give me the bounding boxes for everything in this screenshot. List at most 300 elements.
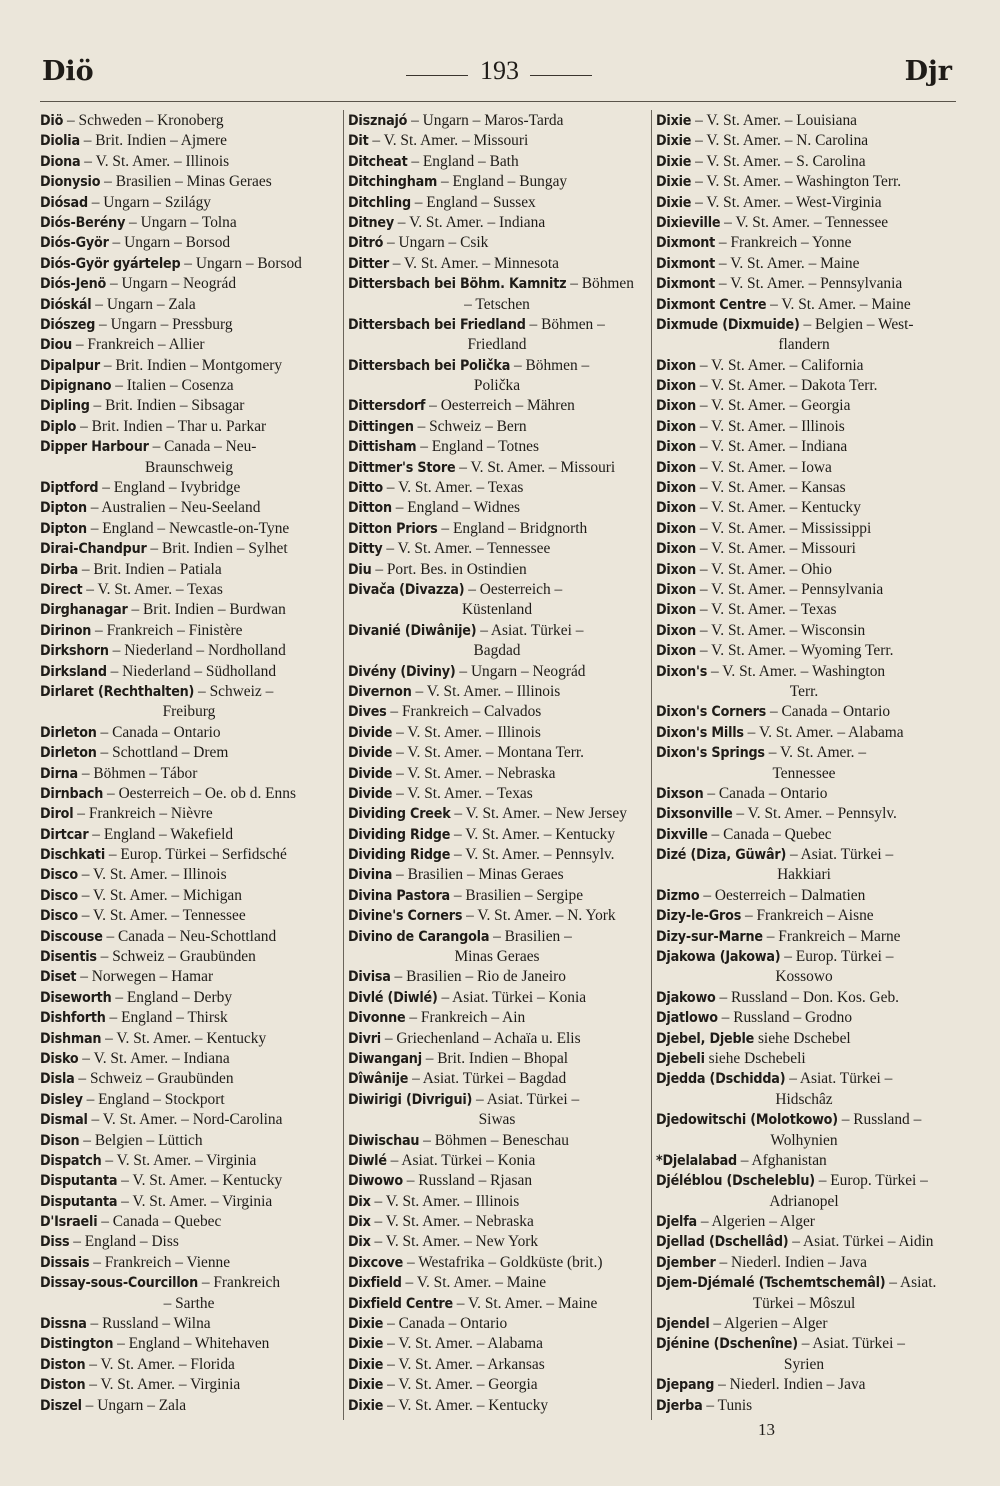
place-name: Djatlowo [656,1010,718,1027]
gazetteer-entry [656,1212,952,1232]
place-location: – England – Bridgnorth [437,519,588,537]
place-location: – V. St. Amer. – Nebraska [370,1213,534,1231]
gazetteer-entry [656,1334,952,1354]
page-number: 193 [480,56,519,85]
place-location: – Asiat. Türkei – Konia [437,988,587,1006]
place-location: – V. St. Amer. – Kansas [696,479,846,497]
place-location: – Europ. Türkei – [814,1172,928,1190]
place-name: Dixie [656,133,692,150]
gazetteer-entry [40,906,338,926]
gazetteer-entry [40,376,338,396]
gazetteer-entry [40,560,338,580]
place-location: – V. St. Amer. – N. Carolina [691,132,869,150]
entry-continuation: Freiburg [162,703,216,721]
place-name: Disznajó [348,113,408,129]
place-name: Diós-Györ gyártelep [40,255,181,272]
gazetteer-entry [656,1151,952,1171]
place-name: Dixie [348,1336,384,1353]
gazetteer-entry [656,845,952,865]
gazetteer-entry [40,1131,338,1151]
gazetteer-entry [40,356,338,376]
gazetteer-entry [348,478,646,498]
place-name: Ditter [348,255,389,272]
place-name: Dix [348,1214,371,1231]
place-name: Divlé (Diwlé) [348,989,438,1006]
place-name: Dionysio [40,174,101,191]
gazetteer-entry [40,784,338,804]
place-location: – England – Sussex [410,193,536,211]
place-name: Dixson [656,785,704,802]
place-location: – Brit. Indien – Sibsagar [89,397,245,415]
column-1 [40,111,338,1416]
gazetteer-entry [656,498,952,518]
gazetteer-entry [348,1192,646,1212]
gazetteer-entry [348,1294,646,1314]
place-name: Dirksland [40,663,107,680]
gazetteer-entry [40,417,338,437]
place-name: Djakowo [656,989,716,1006]
place-name: Dixon [656,622,697,639]
gazetteer-entry [656,396,952,416]
place-location: – Brit. Indien – Ajmere [79,132,227,150]
place-location: – Frankreich – Vienne [89,1253,231,1271]
place-name: Diou [40,337,73,354]
place-location: – V. St. Amer. – Washington Terr. [691,173,902,191]
gazetteer-entry [656,1232,952,1252]
place-location: – Frankreich – Nièvre [73,805,213,823]
place-name: Diona [40,153,81,170]
gazetteer-entry [40,213,338,233]
place-name: Diwirigi (Divrigui) [348,1091,473,1108]
place-name: Ditto [348,480,383,497]
place-location: – V. St. Amer. – Tennessee [720,213,889,231]
place-name: Dipton [40,520,87,537]
place-name: Dizé (Diza, Güwâr) [656,847,787,864]
place-location: – V. St. Amer. – Kentucky [101,1029,267,1047]
gazetteer-entry [656,560,952,580]
entry-continuation: flandern [778,336,830,354]
place-name: Djedda (Dschidda) [656,1071,786,1088]
place-location: – Europ. Türkei – [780,948,894,966]
place-name: Dixie [348,1377,384,1394]
place-name: Divri [348,1030,381,1047]
place-location: – Westafrika – Goldküste (brit.) [403,1253,603,1271]
gazetteer-entry [40,600,338,620]
gazetteer-entry [348,233,646,253]
place-location: – V. St. Amer. – Georgia [696,397,851,415]
gazetteer-entry [348,804,646,824]
place-location: – V. St. Amer. – Washington [707,662,886,680]
place-location: – Canada – Neu-Schottland [102,927,277,945]
place-location: – Böhmen [566,275,634,293]
place-name: Divonne [348,1010,406,1027]
place-location: – V. St. Amer. – Indiana [78,1049,230,1067]
gazetteer-entry [40,1355,338,1375]
gazetteer-entry [40,1253,338,1273]
place-name: Dixon [656,643,697,660]
gazetteer-entry [40,111,338,131]
gazetteer-entry [656,886,952,906]
gazetteer-entry [40,886,338,906]
place-name: Diu [348,561,372,578]
place-location: – V. St. Amer. – Missouri [455,458,616,476]
place-location: – V. St. Amer. – Alabama [383,1335,543,1353]
place-name: Dives [348,704,387,721]
place-name: Dixfield Centre [348,1295,453,1312]
place-name: Divernon [348,683,412,700]
gazetteer-entry [348,1334,646,1354]
place-location: – V. St. Amer. – S. Carolina [691,152,866,170]
place-name: D'Israeli [40,1214,98,1231]
place-location: – England – Widnes [391,499,521,517]
entry-continuation: Wolhynien [770,1131,838,1149]
place-location: – V. St. Amer. – New Jersey [450,805,627,823]
place-name: Ditchingham [348,174,438,191]
place-location: – V. St. Amer. – Pennsylvania [715,275,903,293]
place-location: – V. St. Amer. – Texas [392,784,533,802]
gazetteer-entry [348,1131,646,1151]
place-location: – Russland – Grodno [717,1009,853,1027]
gazetteer-entry [656,478,952,498]
page-header [0,56,1000,96]
place-location: – Afghanistan [736,1151,827,1169]
column-divider-2 [651,110,652,1420]
place-location: – Griechenland – Achaïa u. Elis [380,1029,581,1047]
entry-continuation: Minas Geraes [454,948,540,966]
place-name: Dirba [40,561,79,578]
gazetteer-entry [40,1110,338,1130]
gazetteer-entry [656,1029,952,1049]
gazetteer-entry [348,417,646,437]
place-name: Dixon's Springs [656,745,765,762]
place-location: – Brit. Indien – Patiala [78,560,222,578]
place-name: Dismal [40,1112,88,1129]
place-name: Dixmont Centre [656,296,767,313]
place-name: Dipignano [40,378,112,395]
place-location: – V. St. Amer. – Virginia [101,1151,257,1169]
gazetteer-entry [656,213,952,233]
place-location: – Canada – Ontario [96,723,221,741]
gazetteer-entry [40,152,338,172]
place-name: Dirkshorn [40,643,109,660]
place-name: Djember [656,1254,716,1271]
place-location: – Ungarn – Pressburg [95,315,233,333]
place-name: Dissna [40,1316,87,1333]
place-location: – V. St. Amer. – Kentucky [383,1396,549,1414]
place-name: Diszel [40,1397,82,1414]
header-left-keyword: Diö [42,56,94,87]
gazetteer-entry [348,315,646,335]
gazetteer-entry [656,743,952,763]
place-location: siehe Dschebeli [704,1049,806,1067]
place-location: – Ungarn – Maros-Tarda [407,112,564,129]
header-right-keyword: Djr [904,56,952,87]
place-location: – V. St. Amer. – Texas [696,601,837,619]
gazetteer-entry [656,825,952,845]
gazetteer-entry [348,254,646,274]
place-name: Diwowo [348,1173,403,1190]
place-name: *Djelalabad [656,1152,737,1169]
place-name: Djellad (Dschellâd) [656,1234,789,1251]
place-location: – Schweiz – Graubünden [96,948,256,966]
place-location: – England – Stockport [82,1090,225,1108]
gazetteer-entry [40,233,338,253]
place-location: – V. St. Amer. – Virginia [117,1192,273,1210]
gazetteer-entry [40,1212,338,1232]
place-name: Diolia [40,133,80,150]
gazetteer-entry [656,152,952,172]
gazetteer-entry [348,845,646,865]
place-location: – V. St. Amer. – Georgia [383,1376,538,1394]
gazetteer-entry [348,621,646,641]
place-location: – Algerien – Alger [709,1315,828,1333]
place-name: Dividing Ridge [348,847,451,864]
place-name: Dixie [656,174,692,191]
gazetteer-entry [40,967,338,987]
gazetteer-entry [348,906,646,926]
place-location: – Canada – Ontario [766,703,891,721]
gazetteer-entry [348,967,646,987]
place-name: Djem-Djémalé (Tschemtschemâl) [656,1275,886,1292]
entry-continuation: – Sarthe [163,1294,215,1312]
gazetteer-entry [348,927,646,947]
gazetteer-entry [656,274,952,294]
place-name: Ditró [348,235,384,252]
place-location: – Böhmen – Beneschau [419,1131,569,1149]
place-location: – Böhmen – Tábor [77,764,198,782]
gazetteer-entry [348,764,646,784]
place-name: Disco [40,887,78,904]
place-name: Diston [40,1356,86,1373]
gazetteer-entry [348,1029,646,1049]
gazetteer-entry [348,1212,646,1232]
place-name: Dirtcar [40,826,89,843]
place-name: Dixon [656,500,697,517]
place-name: Diss [40,1234,70,1251]
gazetteer-entry [656,539,952,559]
place-location: – Niederl. Indien – Java [715,1253,867,1271]
gazetteer-entry [40,335,338,355]
gazetteer-entry [656,600,952,620]
gazetteer-entry [40,947,338,967]
gazetteer-entry [348,580,646,600]
place-name: Dixon [656,459,697,476]
gazetteer-entry [348,1273,646,1293]
place-name: Diston [40,1377,86,1394]
place-name: Dixie [656,153,692,170]
entry-continuation: Polička [473,377,521,395]
gazetteer-entry [40,274,338,294]
place-name: Dixon [656,418,697,435]
place-name: Dittersbach bei Böhm. Kamnitz [348,276,567,293]
gazetteer-entry [40,1029,338,1049]
place-name: Dixie [348,1397,384,1414]
place-location: – Oesterreich – Mähren [425,397,575,415]
place-location: – Böhmen – [525,315,605,333]
place-name: Dishforth [40,1010,106,1027]
place-name: Dissay-sous-Courcillon [40,1275,198,1292]
place-name: Dit [348,133,369,150]
gazetteer-entry [656,193,952,213]
place-name: Dixie [348,1356,384,1373]
gazetteer-entry [40,743,338,763]
gazetteer-entry [348,1232,646,1252]
place-location: – V. St. Amer. – Maine [766,295,911,313]
place-location: – V. St. Amer. – N. York [462,907,616,925]
gazetteer-entry [656,1049,952,1069]
place-location: – Schweden – Kronoberg [63,112,224,129]
entry-continuation: Siwas [478,1111,516,1129]
gazetteer-entry [40,131,338,151]
place-name: Divisa [348,969,391,986]
entry-continuation: Syrien [783,1355,825,1373]
gazetteer-entry [40,478,338,498]
place-name: Disputanta [40,1193,118,1210]
place-location: – England – Derby [111,988,233,1006]
gazetteer-entry [656,641,952,661]
place-name: Dixon [656,520,697,537]
gazetteer-entry [348,1008,646,1028]
place-location: – V. St. Amer. – [764,744,867,762]
place-location: – Frankreich – Calvados [386,703,542,721]
place-name: Dixville [656,826,708,843]
gazetteer-entry [348,743,646,763]
gazetteer-entry [348,560,646,580]
place-name: Djebel, Djeble [656,1030,755,1047]
place-name: Discouse [40,928,103,945]
place-location: – V. St. Amer. – Missouri [368,132,529,150]
place-location: – Ungarn – Neográd [106,275,237,293]
place-location: – V. St. Amer. – Virginia [85,1376,241,1394]
place-name: Djakowa (Jakowa) [656,949,781,966]
place-name: Dison [40,1132,80,1149]
gazetteer-entry [656,233,952,253]
place-location: – England – Whitehaven [113,1335,270,1353]
place-name: Dipling [40,398,90,415]
gazetteer-entry [656,580,952,600]
gazetteer-entry [348,1355,646,1375]
place-name: Dixmont [656,276,716,293]
gazetteer-entry [40,437,338,457]
gazetteer-entry [40,1151,338,1171]
place-name: Dividing Ridge [348,826,451,843]
place-name: Dipalpur [40,357,101,374]
gazetteer-entry [348,539,646,559]
gazetteer-entry [348,131,646,151]
gazetteer-entry [656,131,952,151]
place-name: Disentis [40,949,97,966]
place-name: Ditty [348,541,383,558]
place-location: – Ungarn – Csik [383,234,489,252]
place-name: Djebeli [656,1050,705,1067]
place-location: – Canada – Ontario [383,1315,508,1333]
place-location: – Frankreich [197,1274,281,1292]
place-name: Djendel [656,1316,710,1333]
gazetteer-entry [656,804,952,824]
place-location: – Frankreich – Finistère [91,621,243,639]
place-name: Dixon [656,398,697,415]
gazetteer-entry [40,723,338,743]
place-location: – V. St. Amer. – Illinois [370,1192,520,1210]
place-name: Dirleton [40,745,97,762]
gazetteer-entry [656,254,952,274]
place-location: – V. St. Amer. – Nebraska [392,764,556,782]
place-name: Ditton Priors [348,520,438,537]
gazetteer-entry [656,1008,952,1028]
place-location: – Asiat. Türkei – [786,846,894,864]
entry-continuation: Hakkiari [777,866,831,884]
place-location: – England – Bungay [437,173,568,191]
column-2 [348,111,646,1416]
gazetteer-entry [40,193,338,213]
place-location: – V. St. Amer. – Illinois [392,723,541,741]
place-location: – V. St. Amer. – Iowa [696,458,832,476]
entry-continuation: – Tetschen [464,295,530,313]
entry-continuation: Bagdad [473,642,521,660]
gazetteer-entry [40,1232,338,1252]
place-name: Dipton [40,500,87,517]
place-location: – Asiat. Türkei – Bagdad [408,1070,567,1088]
place-name: Divény (Diviny) [348,663,456,680]
place-name: Ditcheat [348,153,408,170]
gazetteer-entry [348,865,646,885]
place-location: – Niederland – Südholland [106,662,277,680]
place-location: – Brit. Indien – Burdwan [127,601,286,619]
gazetteer-entry [656,1375,952,1395]
gazetteer-entry [656,723,952,743]
place-location: – England – Thirsk [105,1009,228,1027]
gazetteer-entry [656,376,952,396]
gazetteer-entry [656,315,952,335]
place-location: – V. St. Amer. – Illinois [411,682,561,700]
gazetteer-entry [348,193,646,213]
place-location: – Brasilien – Minas Geraes [100,173,272,191]
gazetteer-entry [348,213,646,233]
gazetteer-entry [348,1090,646,1110]
place-name: Distington [40,1336,114,1353]
gazetteer-entry [348,498,646,518]
place-location: – V. St. Amer. – Maine [452,1294,598,1312]
gazetteer-entry [40,1069,338,1089]
place-name: Disko [40,1050,79,1067]
place-name: Dirai-Chandpur [40,541,147,558]
place-location: – Oesterreich – Dalmatien [699,886,866,904]
place-location: – V. St. Amer. – Louisiana [691,112,857,129]
gazetteer-entry [40,621,338,641]
gazetteer-entry [656,1253,952,1273]
place-location: – Oesterreich – [464,580,563,598]
gazetteer-entry [40,682,338,702]
gazetteer-entry [656,927,952,947]
place-name: Dirnbach [40,785,104,802]
place-name: Diós-Györ [40,235,109,252]
gazetteer-entry [656,1273,952,1293]
gazetteer-entry [348,1396,646,1416]
gazetteer-entry [656,988,952,1008]
place-location: – Brasilien – Rio de Janeiro [390,968,566,986]
place-location: – Frankreich – Marne [762,927,901,945]
place-name: Djerba [656,1397,703,1414]
place-name: Dirlaret (Rechthalten) [40,683,195,700]
place-name: Dixie [656,194,692,211]
place-name: Ditney [348,214,394,231]
signature-number: 13 [758,1420,775,1439]
place-location: – Ungarn – Borsod [180,254,302,272]
place-name: Dixcove [348,1254,404,1271]
place-location: – V. St. Amer. – Illinois [77,866,227,884]
gazetteer-entry [40,1334,338,1354]
column-3 [656,111,952,1416]
